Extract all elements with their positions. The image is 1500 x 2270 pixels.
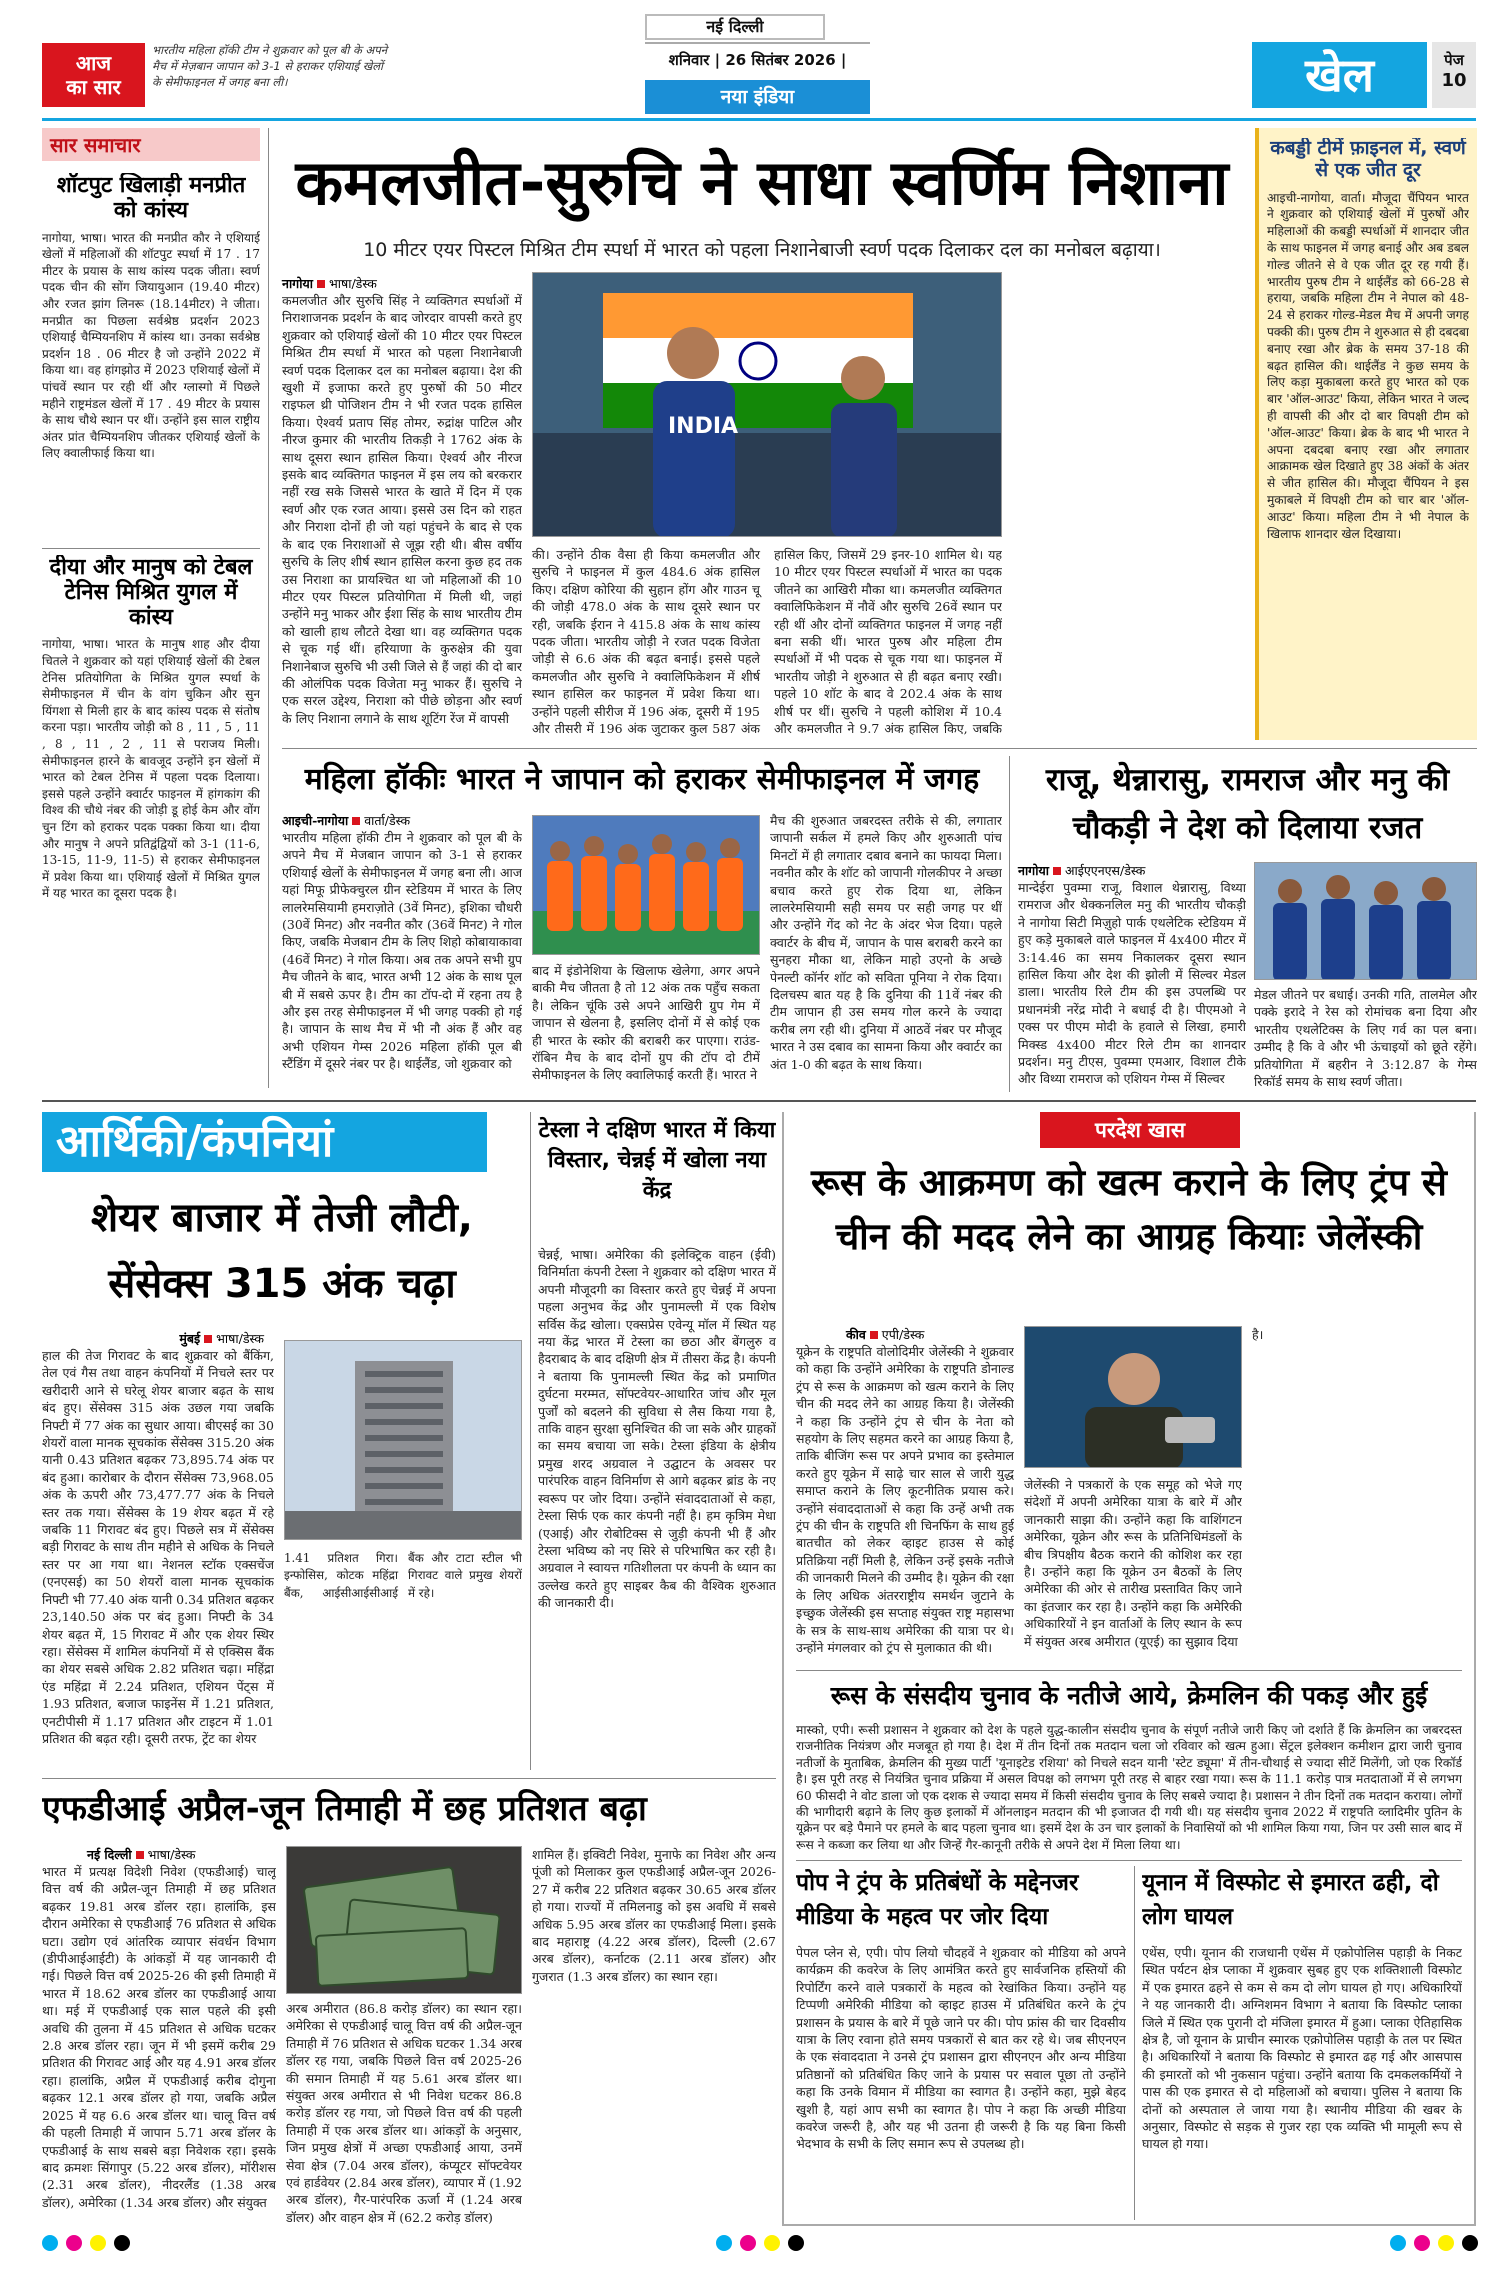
saar-story1-body: नागोया, भाषा। भारत की मनप्रीत कौर ने एशियाई खेलों में महिलाओं की शॉटपुट स्पर्धा में 17 . 17 मीटर के प्रयास के साथ कांस्य पदक जीता। स्वर्ण पदक चीन की सोंग जियायुआन (19.40 मीटर) और रजत झांग लिनरू (18.14मीटर) ने जीता। मनप्रीत का पिछला सर्वश्रेष्ठ प्रदर्शन 2023 एशियाई चैम्पियनशिप में कांस्य था। उनका सर्वश्रेष्ठ प्रदर्शन 18 . 06 मीटर है जो उन्होंने 2022 में किया था। वह हांगझोउ में 2023 एशियाई खेलों में पांचवें स्थान पर रही थीं और ग्लास्गो में पिछले महीने राष्ट्रमंडल खेलों में 17 . 49 मीटर के प्रयास के साथ चौथे स्थान पर थीं। उन्होंने इस साल राष्ट्रीय अंतर प्रांत चैम्पियनशिप जीतकर एशियाई खेलों के लिए क्वालीफाई किया था। (42, 230, 260, 461)
relay-photo (1254, 862, 1477, 980)
relay-agency: आईएएनएस/डेस्क (1064, 863, 1146, 878)
saar-samachar-column (42, 128, 260, 1098)
hockey-dateline (282, 812, 522, 829)
fdi-agency: भाषा/डेस्क (147, 1847, 196, 1862)
relay-headline: राजू, थेन्नारासु, रामराज और मनु की चौकड़ी ने देश को दिलाया रजत (1045, 762, 1450, 846)
sensex-column-1 (42, 1330, 274, 1770)
pardesh-rule-1 (796, 1670, 1462, 1671)
fdi-headline: एफडीआई अप्रैल-जून तिमाही में छह प्रतिशत बढ़ा (42, 1789, 647, 1829)
relay-body-2: मेडल जीतने पर बधाई। उनकी गति, तालमेल और पक्के इरादे ने रेस को रोमांचक बना दिया और भारतीय एथलेटिक्स के लिए गर्व का पल बना। उम्मीद है कि वे और भी ऊंचाइयों को छूते रहेंगे। प्रतियोगिता में बहरीन ने 3:12.87 के गेम्स रिकॉर्ड समय के साथ स्वर्ण जीता। (1254, 987, 1477, 1090)
saar-divider (42, 548, 260, 549)
pope-headline: पोप ने ट्रंप के प्रतिबंधों के मद्देनजर मीडिया के महत्व पर जोर दिया (796, 1870, 1079, 1930)
tesla-headline: टेस्ला ने दक्षिण भारत में किया विस्तार, चेन्नई में खोला नया केंद्र (538, 1118, 776, 1203)
hockey-dateline-city: आइची-नागोया (282, 813, 349, 828)
hockey-agency: वार्ता/डेस्क (364, 813, 411, 828)
registration-dot-black (114, 2235, 130, 2251)
saar-story2-headline: दीया और मानुष को टेबल टेनिस मिश्रित युगल में कांस्य (49, 554, 253, 631)
pardesh-label: परदेश खास (1094, 1118, 1186, 1142)
registration-dot-black-3 (1462, 2235, 1478, 2251)
registration-dot-black-2 (788, 2235, 804, 2251)
section-tab (1252, 42, 1427, 108)
currency-illustration (287, 1847, 522, 1994)
zelensky-body-2: जेलेंस्की ने पत्रकारों के एक समूह को भेजे गए संदेशों में अपनी अमेरिका यात्रा के बारे में और जानकारी साझा की। उन्होंने कहा कि वाशिंगटन अमेरिका, यूक्रेन और रूस के प्रतिनिधिमंडलों के बीच त्रिपक्षीय बैठक कराने की कोशिश कर रहा है। उन्होंने कहा कि यूक्रेन उन बैठकों के लिए अमेरिका की ओर से तारीख प्रस्तावित किए जाने का इंतजार कर रहा है। उन्होंने कहा कि अमेरिकी अधिकारियों ने इन वार्ताओं के लिए स्थान के रूप में संयुक्त अरब अमीरात (यूएई) का सुझाव दिया (1024, 1477, 1242, 1649)
relay-dateline-city: नागोया (1018, 863, 1049, 878)
registration-dot-yellow (90, 2235, 106, 2251)
kabaddi-body: आइची-नागोया, वार्ता। मौजूदा चैंपियन भारत ने शुक्रवार को एशियाई खेलों में पुरुषों और महिलाओं की कबड्डी स्पर्धाओं में शानदार जीत के साथ फाइनल में जगह बनाई और अब डबल गोल्ड जीतने से वे एक जीत दूर रह गयी हैं। भारतीय पुरुष टीम ने थाईलैंड को 66-28 से हराया, जबकि महिला टीम ने नेपाल को 48-24 से हराकर गोल्ड-मेडल मैच में अपनी जगह पक्की की। पुरुष टीम ने शुरुआत से ही दबदबा बनाए रखा और ब्रेक के समय 37-18 की बढ़त हासिल की। थाईलैंड ने कुछ समय के लिए कड़ा मुकाबला करते हुए भारत को एक बार 'ऑल-आउट' किया, लेकिन भारत ने जल्द ही वापसी की और दो बार विपक्षी टीम को 'ऑल-आउट' किया। ब्रेक के बाद भी भारत ने अपना दबदबा बनाए रखा और लगातार आक्रामक खेल दिखाते हुए 38 अंकों के अंतर से जीत हासिल की। मौजूदा चैंपियन ने इस मुकाबले में विपक्षी टीम को चार बार 'ऑल-आउट' किया। महिला टीम ने भी नेपाल के खिलाफ शानदार खेल दिखाया। (1267, 190, 1469, 541)
aaj-ka-saar-box (42, 43, 145, 107)
registration-dot-magenta (66, 2235, 82, 2251)
fdi-body-1: भारत में प्रत्यक्ष विदेशी निवेश (एफडीआई) चालू वित्त वर्ष की अप्रैल-जून तिमाही में छह प्रतिशत बढ़कर 19.81 अरब डॉलर रहा। हालांकि, इस दौरान अमेरिका से एफडीआई 76 प्रतिशत से अधिक घटा। उद्योग एवं आंतरिक व्यापार संवर्धन विभाग (डीपीआईआईटी) के आंकड़ों में यह जानकारी दी गई। पिछले वित्त वर्ष 2025-26 की इसी तिमाही में भारत में 18.62 अरब डॉलर का एफडीआई आया था। मई में एफडीआई एक साल पहले की इसी अवधि की तुलना में 45 प्रतिशत से अधिक घटकर 2.8 अरब डॉलर रहा। जून में भी इसमें करीब 29 प्रतिशत की गिरावट आई और यह 4.91 अरब डॉलर रहा। हालांकि, अप्रैल में एफडीआई करीब दोगुना बढ़कर 12.1 अरब डॉलर हो गया, जबकि अप्रैल 2025 में यह 6.6 अरब डॉलर था। चालू वित्त वर्ष की पहली तिमाही में जापान 5.71 अरब डॉलर के एफडीआई के साथ सबसे बड़ा निवेशक रहा। इसके बाद क्रमशः सिंगापुर (5.22 अरब डॉलर), मॉरीशस (2.31 अरब डॉलर), नीदरलैंड (1.38 अरब डॉलर), अमेरिका (1.34 अरब डॉलर) और संयुक्त (42, 1864, 276, 2210)
kabaddi-headline: कबड्डी टीमें फ़ाइनल में, स्वर्ण से एक जीत दूर (1270, 138, 1466, 181)
page-number-box (1432, 42, 1476, 108)
arthiki-fdi-rule (42, 1778, 776, 1779)
zelensky-headline: रूस के आक्रमण को खत्म कराने के लिए ट्रंप से चीन की मदद लेने का आग्रह कियाः जेलेंस्की (811, 1161, 1447, 1258)
lead-body-1: कमलजीत और सुरुचि सिंह ने व्यक्तिगत स्पर्धाओं में निराशाजनक प्रदर्शन के बाद जोरदार वापसी करते हुए शुक्रवार को एशियाई खेलों की 10 मीटर एयर पिस्टल मिश्रित टीम स्पर्धा में भारत को पहला निशानेबाजी स्वर्ण पदक दिलाकर दल का मनोबल बढ़ाया। देश की खुशी में इजाफा करते हुए पुरुषों की 50 मीटर राइफल थ्री पोजिशन टीम ने भी रजत पदक हासिल किया। ऐश्वर्य प्रताप सिंह तोमर, रुद्रांक्ष पाटिल और नीरज कुमार की भारतीय तिकड़ी ने 1762 अंक के साथ दूसरा स्थान हासिल किया। ऐश्वर्य और नीरज इसके बाद व्यक्तिगत फाइनल में इस लय को बरकरार नहीं रख सके जिससे भारत के खाते में दिन में एक स्वर्ण और एक रजत आया। इससे उस दिन को राहत और निराशा दोनों ही जो यहां पहुंचने के बाद से एक के बाद एक निराशाओं से जूझ रही थी। बीस वर्षीय सुरुचि के लिए शीर्ष स्थान हासिल करना कुछ हद तक उस निराशा का प्रायश्चित था जो महिलाओं की 10 मीटर एयर पिस्टल प्रतियोगिता में मिली थी, जहां उन्होंने मनु भाकर और ईशा सिंह के साथ भारतीय टीम को खाली हाथ लौटते देखा था। वह व्यक्तिगत पदक से चूक गई थीं। हरियाणा के कुरुक्षेत्र की युवा निशानेबाज सुरुचि भी उसी जिले से हैं जहां की दो बार की ओलंपिक पदक विजेता मनु भाकर हैं। सुरुचि ने एक सरल उद्देश्य, निराशा को पीछे छोड़ना और स्वर्ण के लिए निशाना लगाने के साथ शूटिंग रेंज में वापसी (282, 293, 522, 726)
hockey-photo (532, 815, 760, 955)
registration-dot-magenta-3 (1414, 2235, 1430, 2251)
arthiki-tesla-rule (530, 1112, 531, 1770)
fdi-body-3: शामिल हैं। इक्विटी निवेश, मुनाफे का निवेश और अन्य पूंजी को मिलाकर कुल एफडीआई अप्रैल-जून 2026-27 में करीब 22 प्रतिशत बढ़कर 30.65 अरब डॉलर हो गया। राज्यों में तमिलनाडु को इस अवधि में सबसे अधिक 5.95 अरब डॉलर का एफडीआई मिला। इसके बाद महाराष्ट्र (4.22 अरब डॉलर), दिल्ली (2.67 अरब डॉलर), कर्नाटक (2.11 अरब डॉलर) और गुजरात (1.3 अरब डॉलर) का स्थान रहा। (532, 1847, 776, 1984)
saar-story1-headline: शॉटपुट खिलाड़ी मनप्रीत को कांस्य (56, 173, 246, 224)
zelensky-body-1: यूक्रेन के राष्ट्रपति वोलोदिमीर जेलेंस्की ने शुक्रवार को कहा कि उन्होंने अमेरिका के राष्ट्रपति डोनाल्ड ट्रंप से रूस के आक्रमण को खत्म कराने के लिए चीन की मदद लेने का आग्रह किया है। जेलेंस्की ने कहा कि उन्होंने ट्रंप से चीन के नेता को सहयोग के लिए सहमत करने का आग्रह किया है, ताकि बीजिंग रूस पर अपने प्रभाव का इस्तेमाल करते हुए यूक्रेन में साढ़े चार साल से जारी युद्ध समाप्त कराने के लिए कूटनीतिक प्रयास करे। उन्होंने संवाददाताओं से कहा कि उन्हें अभी तक ट्रंप की चीन के राष्ट्रपति शी चिनफिंग के साथ हुई बातचीत को लेकर व्हाइट हाउस से कोई प्रतिक्रिया नहीं मिली है, लेकिन उन्हें इसके नतीजे की जानकारी मिलने की उम्मीद है। यूक्रेन की रक्षा के लिए अधिक अंतरराष्ट्रीय समर्थन जुटाने के इच्छुक जेलेंस्की इस सप्ताह संयुक्त राष्ट्र महासभा के सत्र के साथ-साथ अमेरिका की यात्रा पर थे। उन्होंने मंगलवार को ट्रंप से मुलाकात की थी। (796, 1344, 1014, 1655)
lead-agency: भाषा/डेस्क (328, 276, 377, 291)
russia-headline: रूस के संसदीय चुनाव के नतीजे आये, क्रेमलिन की पकड़ और हुई (830, 1681, 1428, 1710)
zelensky-column-1 (796, 1326, 1014, 1664)
hockey-body-2: बाद में इंडोनेशिया के खिलाफ खेलेगा, अगर अपने बाकी मैच जीतता है तो 12 अंक तक पहुँच सकता है। लेकिन चूंकि उसे अपने आखिरी ग्रुप गेम में जापान से खेलना है, इसलिए दोनों में से कोई एक ही भारत के स्कोर की बराबरी कर पाएगा। राउंड-रॉबिन मैच के बाद दोनों ग्रुप की टॉप दो टीमें सेमीफाइनल के लिए क्वालिफाई करती हैं। भारत ने (532, 963, 760, 1083)
lead-dateline (282, 275, 522, 292)
sensex-headline: शेयर बाजार में तेजी लौटी, सेंसेक्स 315 अंक चढ़ा (90, 1195, 474, 1307)
sensex-dateline (42, 1330, 274, 1347)
page-label: पेज (1444, 51, 1464, 69)
pardesh-rule-2 (796, 1860, 1462, 1861)
pardesh-rule-3 (1134, 1866, 1135, 2220)
arthiki-label-bar (42, 1112, 487, 1172)
registration-dot-cyan-3 (1390, 2235, 1406, 2251)
registration-dot-cyan-2 (716, 2235, 732, 2251)
zelensky-dateline-city: कीव (846, 1327, 866, 1342)
paper-name: नया इंडिया (645, 80, 870, 114)
saar-story2-body: नागोया, भाषा। भारत के मानुष शाह और दीया चितले ने शुक्रवार को यहां एशियाई खेलों की टेबल टेनिस प्रतियोगिता के मिश्रित युगल स्पर्धा के सेमीफाइनल में चीन के वांग चुकिन और सुन यिंगशा से मिली हार के बाद कांस्य पदक से संतोष करना पड़ा। भारतीय जोड़ी को 8 , 11 , 5 , 11 , 8 , 11 , 2 , 11 से पराजय मिली। सेमीफाइनल हारने के बावजूद उन्होंने इन खेलों में भारत को टेबल टेनिस में पहला पदक दिलाया। इससे पहले उन्होंने क्वार्टर फाइनल में हांगकांग की विश्व की चौथे नंबर की जोड़ी डू होई केम और वोंग चुन टिंग को हराकर पदक पक्का किया था। दीया और मानुष ने अपने प्रतिद्वंद्वियों को 3-1 (11-6, 13-15, 11-9, 11-5) से हराकर सेमीफाइनल में प्रवेश किया था। एशियाई खेलों में मिश्रित युगल में यह भारत का दूसरा पदक है। (42, 637, 260, 901)
aaj-ka-saar-text: भारतीय महिला हॉकी टीम ने शुक्रवार को पूल बी के अपने मैच में मेज़बान जापान को 3-1 से हराकर एशियाई खेलों के सेमीफाइनल में जगह बना ली। (152, 43, 388, 89)
relay-dateline (1018, 862, 1246, 879)
hockey-body-3: मैच की शुरुआत जबरदस्त तरीके से की, लगातार जापानी सर्कल में हमले किए और शुरुआती पांच मिनटों में ही लगातार दबाव बनाने का फायदा मिला। नवनीत कौर के शॉट को जापानी गोलकीपर ने अच्छा बचाव करते हुए रोक दिया था, लेकिन लालरेमसियामी सही समय पर सही जगह पर थीं और उन्होंने गेंद को नेट के अंदर भेज दिया। पहले क्वार्टर के बीच में, जापान के पास बराबरी करने का सुनहरा मौका था, लेकिन माहो उएनो के अच्छे पेनल्टी कॉर्नर शॉट को सविता पूनिया ने रोक दिया। दिलचस्प बात यह है कि दुनिया की 11वें नंबर की टीम जापान ही उस समय गोल करने के ज्यादा करीब लग रही थी। दुनिया में आठवें नंबर पर मौजूद भारत ने उस दबाव का सामना किया और क्वार्टर का अंत 1-0 की बढ़त के साथ किया। (770, 813, 1002, 1072)
yunan-body: एथेंस, एपी। यूनान की राजधानी एथेंस में एक्रोपोलिस पहाड़ी के निकट स्थित पर्यटन क्षेत्र प्लाका में शुक्रवार सुबह हुए एक शक्तिशाली विस्फोट में एक इमारत ढहने से कम से कम दो लोग घायल हो गए। अधिकारियों ने यह जानकारी दी। अग्निशमन विभाग ने बताया कि विस्फोट प्लाका जिले में स्थित एक पुरानी दो मंजिला इमारत में हुआ। प्लाका ऐतिहासिक क्षेत्र है, जो यूनान के प्राचीन स्मारक एक्रोपोलिस पहाड़ी के तल पर स्थित है। अधिकारियों ने बताया कि विस्फोट से इमारत ढह गई और आसपास की इमारतों को भी नुकसान पहुंचा। उन्होंने बताया कि दमकलकर्मियों ने पास की एक इमारत से दो महिलाओं को बचाया। पुलिस ने बताया कि दोनों को अस्पताल ले जाया गया है। स्थानीय मीडिया की खबर के अनुसार, विस्फोट से सड़क से गुजर रहा एक व्यक्ति भी मामूली रूप से घायल हो गया। (1142, 1945, 1462, 2152)
saar-samachar-label: सार समाचार (42, 128, 260, 161)
sensex-body-1: हाल की तेज गिरावट के बाद शुक्रवार को बैंकिंग, तेल एवं गैस तथा वाहन कंपनियों में निचले स्तर पर खरीदारी आने से घरेलू शेयर बाजार बढ़त के साथ बंद हुए। सेंसेक्स 315 अंक उछल गया जबकि निफ्टी में 77 अंक का सुधार आया। बीएसई का 30 शेयरों वाला मानक सूचकांक सेंसेक्स 315.20 अंक यानी 0.43 प्रतिशत बढ़कर 73,895.74 अंक पर बंद हुआ। कारोबार के दौरान सेंसेक्स 73,968.05 अंक के ऊपरी और 73,477.77 अंक के निचले स्तर तक गया। सेंसेक्स के 19 शेयर बढ़त में रहे जबकि 11 गिरावट बंद हुए। पिछले सत्र में सेंसेक्स बड़ी गिरावट के साथ तीन महीने से अधिक के निचले स्तर पर आ गया था। नेशनल स्टॉक एक्सचेंज (एनएसई) का 50 शेयरों वाला मानक सूचकांक निफ्टी भी 77.40 अंक यानी 0.34 प्रतिशत बढ़कर 23,140.50 अंक पर बंद हुआ। निफ्टी के 34 शेयर बढ़त में, 15 गिरावट में और एक शेयर स्थिर रहा। सेंसेक्स में शामिल कंपनियों में से एक्सिस बैंक का शेयर सबसे अधिक 2.82 प्रतिशत चढ़ा। महिंद्रा एंड महिंद्रा में 2.24 प्रतिशत, एशियन पेंट्स में 1.93 प्रतिशत, बजाज फाइनेंस में 1.21 प्रतिशत, एनटीपीसी में 1.17 प्रतिशत और टाइटन में 1.01 प्रतिशत की बढ़त रही। दूसरी तरफ, ट्रेंट का शेयर (42, 1348, 274, 1746)
bse-building-illustration (285, 1341, 522, 1540)
sensex-agency: भाषा/डेस्क (216, 1331, 264, 1346)
registration-dot-yellow-2 (764, 2235, 780, 2251)
sensex-body-2: 1.41 प्रतिशत गिरा। इन्फोसिस, कोटक महिंद्रा बैंक, आईसीआईसीआई बैंक और टाटा स्टील भी गिरावट वाले प्रमुख शेयरों में रहे। (284, 1551, 522, 1600)
lead-headline: कमलजीत-सुरुचि ने साधा स्वर्णिम निशाना (295, 146, 1229, 219)
masthead-divider (42, 118, 1476, 121)
hockey-headline: महिला हॉकीः भारत ने जापान को हराकर सेमीफाइनल में जगह (304, 762, 980, 797)
city-bar: नई दिल्ली (645, 14, 825, 40)
section-name: खेल (1305, 48, 1374, 102)
fdi-dateline-city: नई दिल्ली (87, 1847, 132, 1862)
fdi-dateline (42, 1846, 276, 1863)
lead-body-2: की। उन्होंने ठीक वैसा ही किया कमलजीत और सुरुचि ने फाइनल में कुल 484.6 अंक हासिल किए। दक्षिण कोरिया की सुहान होंग और गाउन चू की जोड़ी 478.0 अंक के साथ दूसरे स्थान पर रही, जबकि ईरान ने 415.8 अंक के साथ कांस्य पदक जीता। भारतीय जोड़ी ने रजत पदक विजेता जोड़ी से 6.6 अंक की बढ़त बनाई। इससे पहले कमलजीत और सुरुचि ने क्वालिफिकेशन में शीर्ष स्थान हासिल कर फाइनल में प्रवेश किया था। उन्होंने पहली सीरीज में 196 अंक, दूसरी में 195 और तीसरी में 196 अंक जुटाकर कुल 587 अंक हासिल किए, जिसमें 29 इनर-10 शामिल थे। यह 10 मीटर एयर पिस्टल स्पर्धाओं में भारत का पदक जीतने का आखिरी मौका था। कमलजीत व्यक्तिगत क्वालिफिकेशन में नौवें और सुरुचि 26वें स्थान पर रही थीं और दोनों व्यक्तिगत फाइनल में जगह नहीं बना सकी थीं। भारत पुरुष और महिला टीम स्पर्धाओं में भी पदक से चूक गया था। फाइनल में भारतीय जोड़ी ने शुरुआत से ही बढ़त बनाए रखी। पहले 10 शॉट के बाद वे 202.4 अंक के साथ शीर्ष पर थीं। सुरुचि ने पहली कोशिश में 10.4 और कमलजीत ने 9.7 अंक हासिल किए, जबकि (532, 547, 1002, 737)
lead-body-3 (1012, 275, 1247, 740)
zelensky-dateline (796, 1326, 1014, 1343)
pardesh-label-bar (1040, 1112, 1240, 1148)
bse-building-photo (284, 1340, 522, 1540)
zelensky-illustration (1025, 1327, 1242, 1468)
relay-column-1 (1018, 862, 1246, 1092)
shooters-photo (532, 272, 1002, 537)
fdi-column-1 (42, 1846, 276, 2226)
zelensky-agency: एपी/डेस्क (881, 1327, 925, 1342)
relay-team-illustration (1255, 863, 1477, 980)
shooters-illustration (533, 273, 1002, 537)
tesla-body: चेन्नई, भाषा। अमेरिका की इलेक्ट्रिक वाहन (ईवी) विनिर्माता कंपनी टेस्ला ने शुक्रवार को दक्षिण भारत में अपनी मौजूदगी का विस्तार करते हुए चेन्नई में अपना पहला अनुभव केंद्र और पुनामल्ली में एक विशेष सर्विस केंद्र खोला। एक्सप्रेस एवेन्यू मॉल में स्थित यह नया केंद्र भारत में टेस्ला का छठा और बेंगलुरु व हैदराबाद के बाद दक्षिणी क्षेत्र में तीसरा केंद्र है। कंपनी ने बताया कि पुनामल्ली स्थित केंद्र को प्रमाणित दुर्घटना मरम्मत, सॉफ्टवेयर-आधारित जांच और मूल पुर्जों को बदलने की सुविधा से लैस किया गया है, ताकि वाहन सुरक्षा सुनिश्चित की जा सके और ग्राहकों का समय बचाया जा सके। टेस्ला इंडिया के क्षेत्रीय प्रमुख शरद अग्रवाल ने उद्घाटन के अवसर पर पारंपरिक वाहन विनिर्माण से आगे बढ़कर ब्रांड के नए स्वरूप पर जोर दिया। उन्होंने संवाददाताओं से कहा, टेस्ला सिर्फ एक कार कंपनी नहीं है। हम कृत्रिम मेधा (एआई) और रोबोटिक्स से जुड़ी कंपनी भी हैं और टेस्ला भविष्य को नए सिरे से परिभाषित कर रही है। अग्रवाल ने स्वायत्त गतिशीलता पर कंपनी के ध्यान का उल्लेख करते हुए साइबर कैब की वैश्विक शुरुआत की जानकारी दी। (538, 1247, 776, 1611)
yunan-headline: यूनान में विस्फोट से इमारत ढही, दो लोग घायल (1142, 1870, 1439, 1930)
registration-dot-magenta-2 (740, 2235, 756, 2251)
kabaddi-box (1255, 128, 1477, 740)
lead-dateline-city: नागोया (282, 276, 313, 291)
arthiki-label: आर्थिकी/कंपनियां (56, 1116, 334, 1167)
relay-body-1: मान्देईरा पुवम्मा राजू, विशाल थेन्नारासु, विथ्या रामराज और थेक्कनलिल मनु की भारतीय चौकड़ी ने नागोया सिटी मिज़ुहो पार्क एथलेटिक स्टेडियम में हुए कड़े मुकाबले वाले फाइनल में 4x400 मीटर में 3:14.46 का समय निकालकर दूसरा स्थान हासिल किया और देश की झोली में सिल्वर मेडल डाला। भारतीय रिले टीम की इस उपलब्धि पर प्रधानमंत्री नरेंद्र मोदी ने बधाई दी है। पीएमओ ने एक्स पर पीएम मोदी के हवाले से लिखा, हमारी मिक्स्ड 4x400 मीटर रिले टीम का शानदार प्रदर्शन। मनु टीएस, पुवम्मा एमआर, विशाल टीके और विथ्या रामराज को एशियन गेम्स में सिल्वर (1018, 880, 1246, 1087)
russia-body: मास्को, एपी। रूसी प्रशासन ने शुक्रवार को देश के पहले युद्ध-कालीन संसदीय चुनाव के संपूर्ण नतीजे जारी किए जो दर्शाते हैं कि क्रेमलिन का जबरदस्त राजनीतिक नियंत्रण और मजबूत हो गया है। देश में तीन दिनों तक मतदान चला जो रविवार को खत्म हुआ। सेंट्रल इलेक्शन कमीशन द्वारा जारी चुनाव नतीजों के मुताबिक, क्रेमलिन की मुख्य पार्टी 'यूनाइटेड रशिया' को निचले सदन यानी 'स्टेट ड्यूमा' में तीन-चौथाई से ज्यादा सीटें मिलेंगी, जो एक रिकॉर्ड है। इस पूरी तरह से नियंत्रित चुनाव प्रक्रिया में असल विपक्ष को लगभग पूरी तरह से बाहर रखा गया। रूस के 11.1 करोड़ पात्र मतदाताओं में से लगभग 60 फीसदी ने वोट डाला जो एक दशक से ज्यादा समय में किसी संसदीय चुनाव के लिए सबसे ज्यादा है। प्रशासन ने तीन दिनों तक मतदान कराया। लोगों की भागीदारी बढ़ाने के लिए कुछ इलाकों में ऑनलाइन मतदान की भी इजाजत दी गयी थी। यह संसदीय चुनाव 2022 में राष्ट्रपति व्लादिमीर पुतिन के यूक्रेन पर बड़े पैमाने पर हमले के बाद पहला चुनाव था। इसमें देश के उन चार इलाकों के निवासियों को भी शामिल किया गया, जिन पर उसी साल बाद में रूस ने कब्जा कर लिया था और जिन्हें गैर-कानूनी तरीके से अपने देश में मिला लिया था। (796, 1723, 1462, 1852)
hockey-team-illustration (533, 816, 760, 955)
page-number: 10 (1441, 70, 1467, 91)
pope-body: पेपल प्लेन से, एपी। पोप लियो चौदहवें ने शुक्रवार को मीडिया को अपने कार्यक्रम की कवरेज के लिए आमंत्रित करते हुए सार्वजनिक हस्तियों की रिपोर्टिंग करने वाले पत्रकारों के महत्व को रेखांकित किया। उन्होंने यह टिप्पणी अमेरिकी मीडिया को व्हाइट हाउस में प्रतिबंधित करने के ट्रंप प्रशासन के प्रयास के बारे में पूछे जाने पर की। पोप फ्रांस की चार दिवसीय यात्रा के लिए रवाना होते समय पत्रकारों से बात कर रहे थे। जब सीएनएन के एक संवाददाता ने उनसे ट्रंप प्रशासन द्वारा सीएनएन और अन्य मीडिया प्रतिष्ठानों को प्रतिबंधित किए जाने के प्रयास पर सवाल पूछा तो उन्होंने कहा कि उनके विमान में मीडिया का स्वागत है। उन्होंने कहा, मुझे बेहद खुशी है, यहां आप सभी का स्वागत है। पोप ने कहा कि अच्छी मीडिया कवरेज जरूरी है, और यह भी उतना ही जरूरी है कि यह बिना किसी भेदभाव के सभी के लिए समान रूप से उपलब्ध हो। (796, 1945, 1126, 2152)
zelensky-body-3: है। (1252, 1327, 1264, 1342)
aaj-ka-saar-label: आज का सार (66, 51, 121, 99)
sensex-dateline-city: मुंबई (179, 1331, 201, 1346)
column-rule-left (268, 128, 269, 1088)
zelensky-photo (1024, 1326, 1242, 1468)
hockey-body-1: भारतीय महिला हॉकी टीम ने शुक्रवार को पूल बी के अपने मैच में मेजबान जापान को 3-1 से हराकर एशियाई खेलों के सेमीफाइनल में जगह बना ली। आज यहां मिफू प्रीफेक्चुरल ग्रीन स्टेडियम में भारत के लिए लालरेमसियामी हमराज़ोते (3वें मिनट), इशिका चौधरी (30वें मिनट) और नवनीत कौर (36वें मिनट) ने गोल किए, जबकि मेजबान टीम के लिए शिहो कोबायाकावा (46वें मिनट) ने गोल किया। अब तक अपने सभी ग्रुप मैच जीतने के बाद, भारत अभी 12 अंक के साथ पूल बी में सबसे ऊपर है। टीम का टॉप-दो में रहना तय है और इस तरह सेमीफाइनल में भी जगह पक्की हो गई है। जापान के साथ मैच में भी नौ अंक हैं और वह अभी एशियन गेम्स 2026 महिला हॉकी पूल बी स्टैंडिंग में दूसरे नंबर पर है। थाईलैंड, जो शुक्रवार को (282, 830, 522, 1072)
date-line: शनिवार | 26 सितंबर 2026 | (668, 51, 847, 69)
hockey-column-1 (282, 812, 522, 1092)
fdi-body-2: अरब अमीरात (86.8 करोड़ डॉलर) का स्थान रहा। अमेरिका से एफडीआई चालू वित्त वर्ष की अप्रैल-जून तिमाही में 76 प्रतिशत से अधिक घटकर 1.34 अरब डॉलर रह गया, जबकि पिछले वित्त वर्ष 2025-26 की समान तिमाही में यह 5.61 अरब डॉलर था। संयुक्त अरब अमीरात से भी निवेश घटकर 86.8 करोड़ डॉलर रह गया, जो पिछले वित्त वर्ष की पहली तिमाही में एक अरब डॉलर था। आंकड़ों के अनुसार, जिन प्रमुख क्षेत्रों में अच्छा एफडीआई आया, उनमें सेवा क्षेत्र (7.04 अरब डॉलर), कंप्यूटर सॉफ्टवेयर एवं हार्डवेयर (2.84 अरब डॉलर), व्यापार में (1.92 अरब डॉलर), गैर-पारंपरिक ऊर्जा में (1.24 अरब डॉलर) और वाहन क्षेत्र में (62.2 करोड़ डॉलर) (286, 2001, 522, 2225)
registration-dot-cyan (42, 2235, 58, 2251)
masthead-rule-top (645, 42, 870, 44)
masthead (0, 0, 1500, 115)
hockey-relay-rule (1009, 756, 1010, 1092)
jersey-text: INDIA (668, 414, 739, 439)
lead-column-1 (282, 275, 522, 740)
lead-bottom-rule (282, 748, 1477, 749)
currency-photo (286, 1846, 522, 1994)
sports-bottom-rule (42, 1100, 1476, 1102)
registration-dot-yellow-3 (1438, 2235, 1454, 2251)
lead-subheadline: 10 मीटर एयर पिस्टल मिश्रित टीम स्पर्धा में भारत को पहला निशानेबाजी स्वर्ण पदक दिलाकर दल का मनोबल बढ़ाया। (363, 239, 1161, 261)
